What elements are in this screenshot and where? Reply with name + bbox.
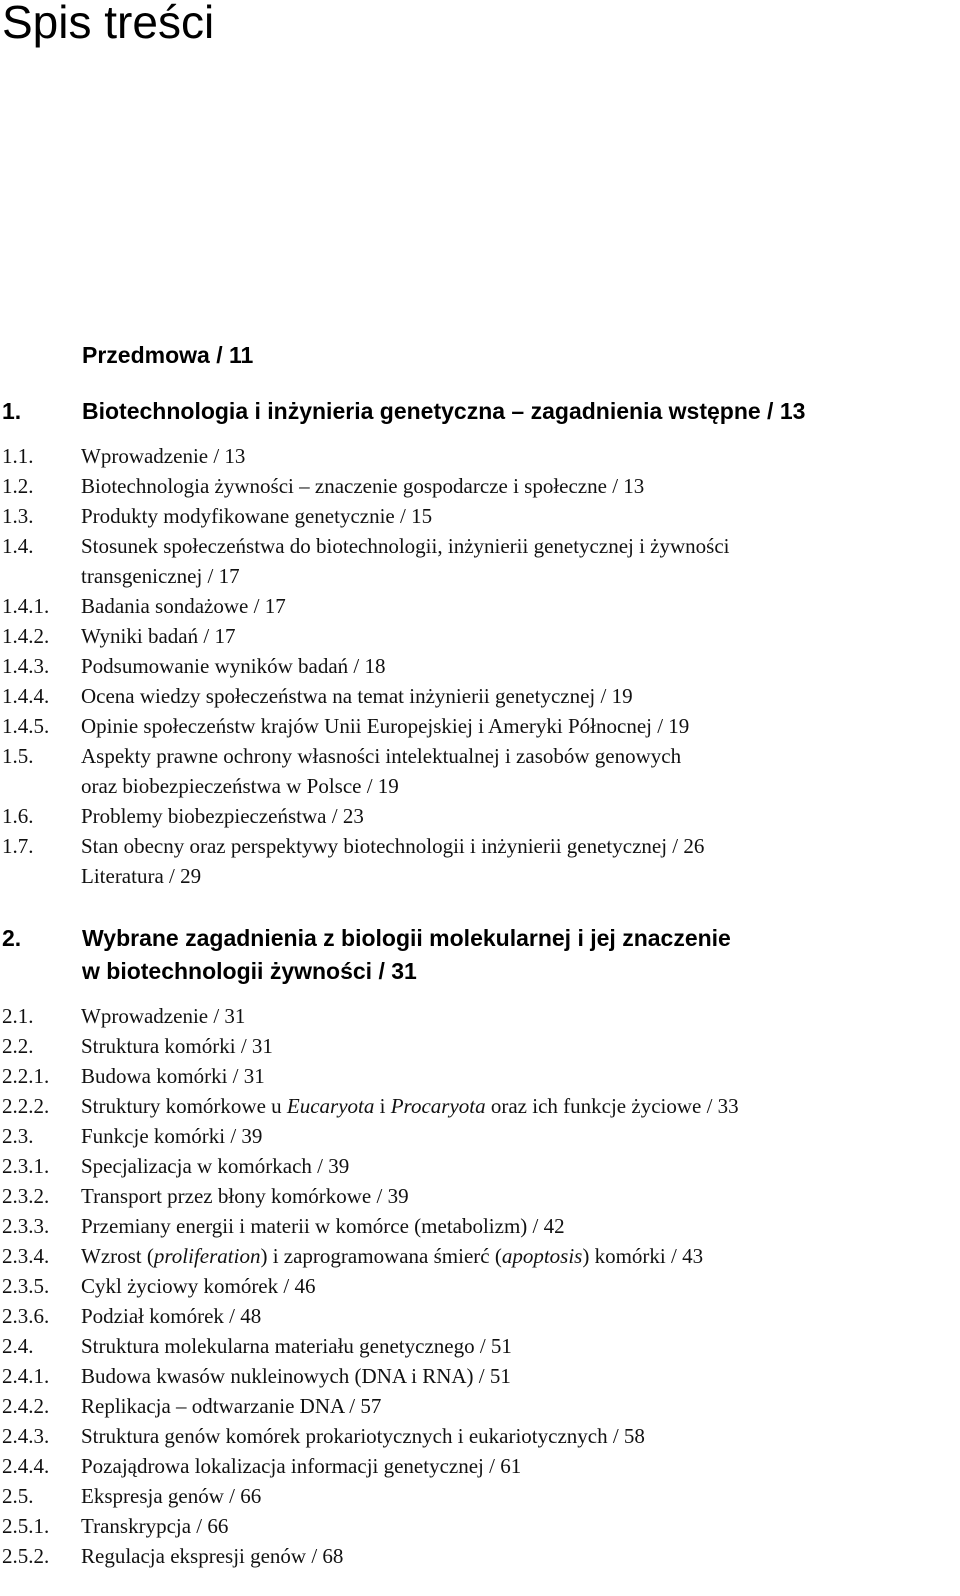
- toc-entry-title-line-1: Specjalizacja w komórkach / 39: [81, 1154, 350, 1178]
- toc-entry-title: [81, 1541, 343, 1571]
- chapter-1-entries: [0, 441, 960, 891]
- chapter-1-title: Biotechnologia i inżynieria genetyczna – zagadnienia wstępne / 13: [82, 398, 806, 424]
- toc-entry: [0, 1001, 960, 1031]
- toc-entry-title-line-1: Stan obecny oraz perspektywy biotechnologii i inżynierii genetycznej / 26: [81, 834, 705, 858]
- toc-entry: [0, 831, 960, 861]
- toc-entry: [0, 591, 960, 621]
- toc-entry-title: [81, 1091, 739, 1121]
- toc-entry: [0, 741, 960, 801]
- toc-entry-number: 1.4.1.: [2, 594, 50, 618]
- toc-entry-title: [81, 1331, 512, 1361]
- toc-entry: [0, 1121, 960, 1151]
- toc-entry-number: 2.3.: [2, 1124, 34, 1148]
- toc-entry-title: [81, 711, 689, 741]
- toc-entry-title: [81, 1271, 315, 1301]
- toc-entry: [0, 1451, 960, 1481]
- italic-term: proliferation: [153, 1244, 261, 1268]
- toc-entry-title: [81, 681, 633, 711]
- toc-entry-number: 1.5.: [2, 744, 34, 768]
- toc-entry-title-line-1: Pozajądrowa lokalizacja informacji genetycznej / 61: [81, 1454, 522, 1478]
- preface-title: Przedmowa / 11: [82, 342, 254, 368]
- toc-entry-number: 1.1.: [2, 444, 34, 468]
- toc-entry-title: [81, 1421, 645, 1451]
- toc-entry-title-line-1: Replikacja – odtwarzanie DNA / 57: [81, 1394, 382, 1418]
- toc-entry-title-line-1: Przemiany energii i materii w komórce (metabolizm) / 42: [81, 1214, 565, 1238]
- toc-entry-title: [81, 1031, 273, 1061]
- toc-entry-title: [81, 861, 201, 891]
- toc-entry-title: [81, 1061, 265, 1091]
- toc-entry-title: [81, 1001, 245, 1031]
- toc-entry-title-line-1: Ekspresja genów / 66: [81, 1484, 262, 1508]
- toc-entry-title: [81, 1511, 228, 1541]
- toc-entry-title: [81, 441, 245, 471]
- toc-entry: [0, 621, 960, 651]
- toc-entry-title: [81, 651, 385, 681]
- title-fragment: Struktury komórkowe u: [81, 1094, 287, 1118]
- toc-entry-title: [81, 1391, 381, 1421]
- toc-entry-title-line-1: Struktura molekularna materiału genetycznego / 51: [81, 1334, 512, 1358]
- toc-entry: [0, 1481, 960, 1511]
- toc-entry-title-line-1: Transkrypcja / 66: [81, 1514, 229, 1538]
- toc-entry-number: 1.6.: [2, 804, 34, 828]
- toc-entry: [0, 1151, 960, 1181]
- chapter-2-heading: [0, 922, 950, 988]
- toc-entry: [0, 651, 960, 681]
- toc-entry-number: 2.3.4.: [2, 1244, 50, 1268]
- toc-entry-title: [81, 801, 364, 831]
- toc-entry: [0, 1031, 960, 1061]
- toc-entry-title-line-1: Aspekty prawne ochrony własności intelektualnej i zasobów genowych: [81, 744, 682, 768]
- toc-entry-title: [81, 1481, 261, 1511]
- chapter-2-title-line-2: w biotechnologii żywności / 31: [82, 958, 417, 984]
- toc-entry-title-line-1: Wyniki badań / 17: [81, 624, 236, 648]
- toc-entry-title: [81, 1241, 703, 1271]
- toc-entry: [0, 1271, 960, 1301]
- toc-entry: [0, 861, 960, 891]
- toc-entry-title-line-1: Stosunek społeczeństwa do biotechnologii, inżynierii genetycznej i żywności: [81, 534, 730, 558]
- toc-entry: [0, 1211, 960, 1241]
- toc-entry-title-line-1: Ocena wiedzy społeczeństwa na temat inżynierii genetycznej / 19: [81, 684, 633, 708]
- toc-entry-title: [81, 741, 681, 801]
- page-title: Spis treści: [2, 0, 215, 48]
- toc-entry-title: [81, 1151, 349, 1181]
- toc-entry: [0, 1301, 960, 1331]
- toc-entry: [0, 1241, 960, 1271]
- toc-entry-title: [81, 591, 286, 621]
- toc-entry-number: 1.4.: [2, 534, 34, 558]
- toc-entry-title: [81, 621, 235, 651]
- toc-entry: [0, 1511, 960, 1541]
- toc-entry: [0, 501, 960, 531]
- toc-entry-number: 2.5.2.: [2, 1544, 50, 1568]
- toc-entry: [0, 1091, 960, 1121]
- toc-entry: [0, 681, 960, 711]
- toc-entry-title: [81, 1451, 521, 1481]
- toc-entry-title-line-1: Biotechnologia żywności – znaczenie gospodarcze i społeczne / 13: [81, 474, 645, 498]
- toc-entry-number: 1.4.5.: [2, 714, 50, 738]
- toc-entry-number: 1.3.: [2, 504, 34, 528]
- toc-entry-number: 2.2.1.: [2, 1064, 50, 1088]
- toc-entry-title-line-1: Funkcje komórki / 39: [81, 1124, 263, 1148]
- toc-entry-title: [81, 531, 730, 591]
- toc-entry-title: [81, 1361, 511, 1391]
- toc-entry-number: 2.2.: [2, 1034, 34, 1058]
- toc-entry-number: 2.4.4.: [2, 1454, 50, 1478]
- chapter-2-number: 2.: [2, 925, 22, 951]
- toc-entry: [0, 1391, 960, 1421]
- title-fragment: oraz ich funkcje życiowe / 33: [485, 1094, 739, 1118]
- toc-entry-number: 2.5.: [2, 1484, 34, 1508]
- toc-entry-number: 2.3.2.: [2, 1184, 50, 1208]
- toc-entry-number: 2.4.: [2, 1334, 34, 1358]
- italic-term: Procaryota: [390, 1094, 486, 1118]
- chapter-2-entries: [0, 1001, 960, 1571]
- toc-entry-title: [81, 1301, 261, 1331]
- toc-entry: [0, 441, 960, 471]
- toc-entry-title-line-1: Struktura komórki / 31: [81, 1034, 273, 1058]
- toc-entry-title-line-1: Wprowadzenie / 31: [81, 1004, 246, 1028]
- toc-entry-number: 2.3.3.: [2, 1214, 50, 1238]
- toc-entry-number: 1.2.: [2, 474, 34, 498]
- toc-entry-number: 2.4.3.: [2, 1424, 50, 1448]
- toc-entry-title-line-2: transgenicznej / 17: [81, 564, 240, 588]
- toc-entry-title: [81, 1121, 262, 1151]
- toc-entry-title-line-1: Budowa kwasów nukleinowych (DNA i RNA) / 51: [81, 1364, 511, 1388]
- toc-entry-title-line-1: Podział komórek / 48: [81, 1304, 262, 1328]
- toc-entry-title-line-2: oraz biobezpieczeństwa w Polsce / 19: [81, 774, 399, 798]
- toc-entry: [0, 1061, 960, 1091]
- italic-term: apoptosis: [501, 1244, 583, 1268]
- toc-entry: [0, 1331, 960, 1361]
- toc-entry-title: [81, 831, 704, 861]
- toc-entry-title-line-1: Regulacja ekspresji genów / 68: [81, 1544, 344, 1568]
- chapter-2-title-line-1: Wybrane zagadnienia z biologii molekularnej i jej znaczenie: [82, 925, 731, 951]
- toc-entry-title: [81, 1211, 565, 1241]
- toc-entry-title-line-1: Literatura / 29: [81, 864, 202, 888]
- toc-entry: [0, 1181, 960, 1211]
- toc-entry: [0, 1361, 960, 1391]
- title-fragment: i: [374, 1094, 391, 1118]
- toc-entry-number: 2.4.1.: [2, 1364, 50, 1388]
- toc-entry-title: [81, 471, 644, 501]
- toc-entry-title: [81, 501, 432, 531]
- toc-entry-title-line-1: Wprowadzenie / 13: [81, 444, 246, 468]
- toc-entry: [0, 801, 960, 831]
- italic-term: Eucaryota: [286, 1094, 375, 1118]
- toc-entry-title-line-1: Cykl życiowy komórek / 46: [81, 1274, 316, 1298]
- toc-entry-number: 2.3.5.: [2, 1274, 50, 1298]
- toc-entry-number: 1.7.: [2, 834, 34, 858]
- toc-entry-number: 1.4.3.: [2, 654, 50, 678]
- title-fragment: ) komórki / 43: [582, 1244, 704, 1268]
- toc-entry-title-line-1: Opinie społeczeństw krajów Unii Europejskiej i Ameryki Północnej / 19: [81, 714, 690, 738]
- toc-entry-number: 2.3.1.: [2, 1154, 50, 1178]
- toc-entry-title-line-1: Podsumowanie wyników badań / 18: [81, 654, 386, 678]
- toc-entry-title-line-1: Budowa komórki / 31: [81, 1064, 265, 1088]
- toc-entry-number: 2.3.6.: [2, 1304, 50, 1328]
- toc-entry: [0, 711, 960, 741]
- title-fragment: Wzrost (: [81, 1244, 154, 1268]
- toc-entry: [0, 1541, 960, 1571]
- toc-entry-title-line-1: Transport przez błony komórkowe / 39: [81, 1184, 409, 1208]
- toc-entry-number: 1.4.4.: [2, 684, 50, 708]
- toc-entry-number: 2.4.2.: [2, 1394, 50, 1418]
- toc-entry-number: 2.2.2.: [2, 1094, 50, 1118]
- toc-entry-title-line-1: Struktura genów komórek prokariotycznych i eukariotycznych / 58: [81, 1424, 645, 1448]
- toc-entry-title-line-1: Produkty modyfikowane genetycznie / 15: [81, 504, 433, 528]
- toc-entry: [0, 531, 960, 591]
- toc-entry-number: 2.5.1.: [2, 1514, 50, 1538]
- title-fragment: ) i zaprogramowana śmierć (: [260, 1244, 502, 1268]
- toc-entry-title-line-1: Problemy biobezpieczeństwa / 23: [81, 804, 364, 828]
- toc-entry: [0, 1421, 960, 1451]
- toc-entry-title: [81, 1181, 409, 1211]
- toc-entry-title-line-1: Badania sondażowe / 17: [81, 594, 286, 618]
- chapter-1-number: 1.: [2, 398, 22, 424]
- toc-entry-number: 1.4.2.: [2, 624, 50, 648]
- toc-entry-number: 2.1.: [2, 1004, 34, 1028]
- toc-entry: [0, 471, 960, 501]
